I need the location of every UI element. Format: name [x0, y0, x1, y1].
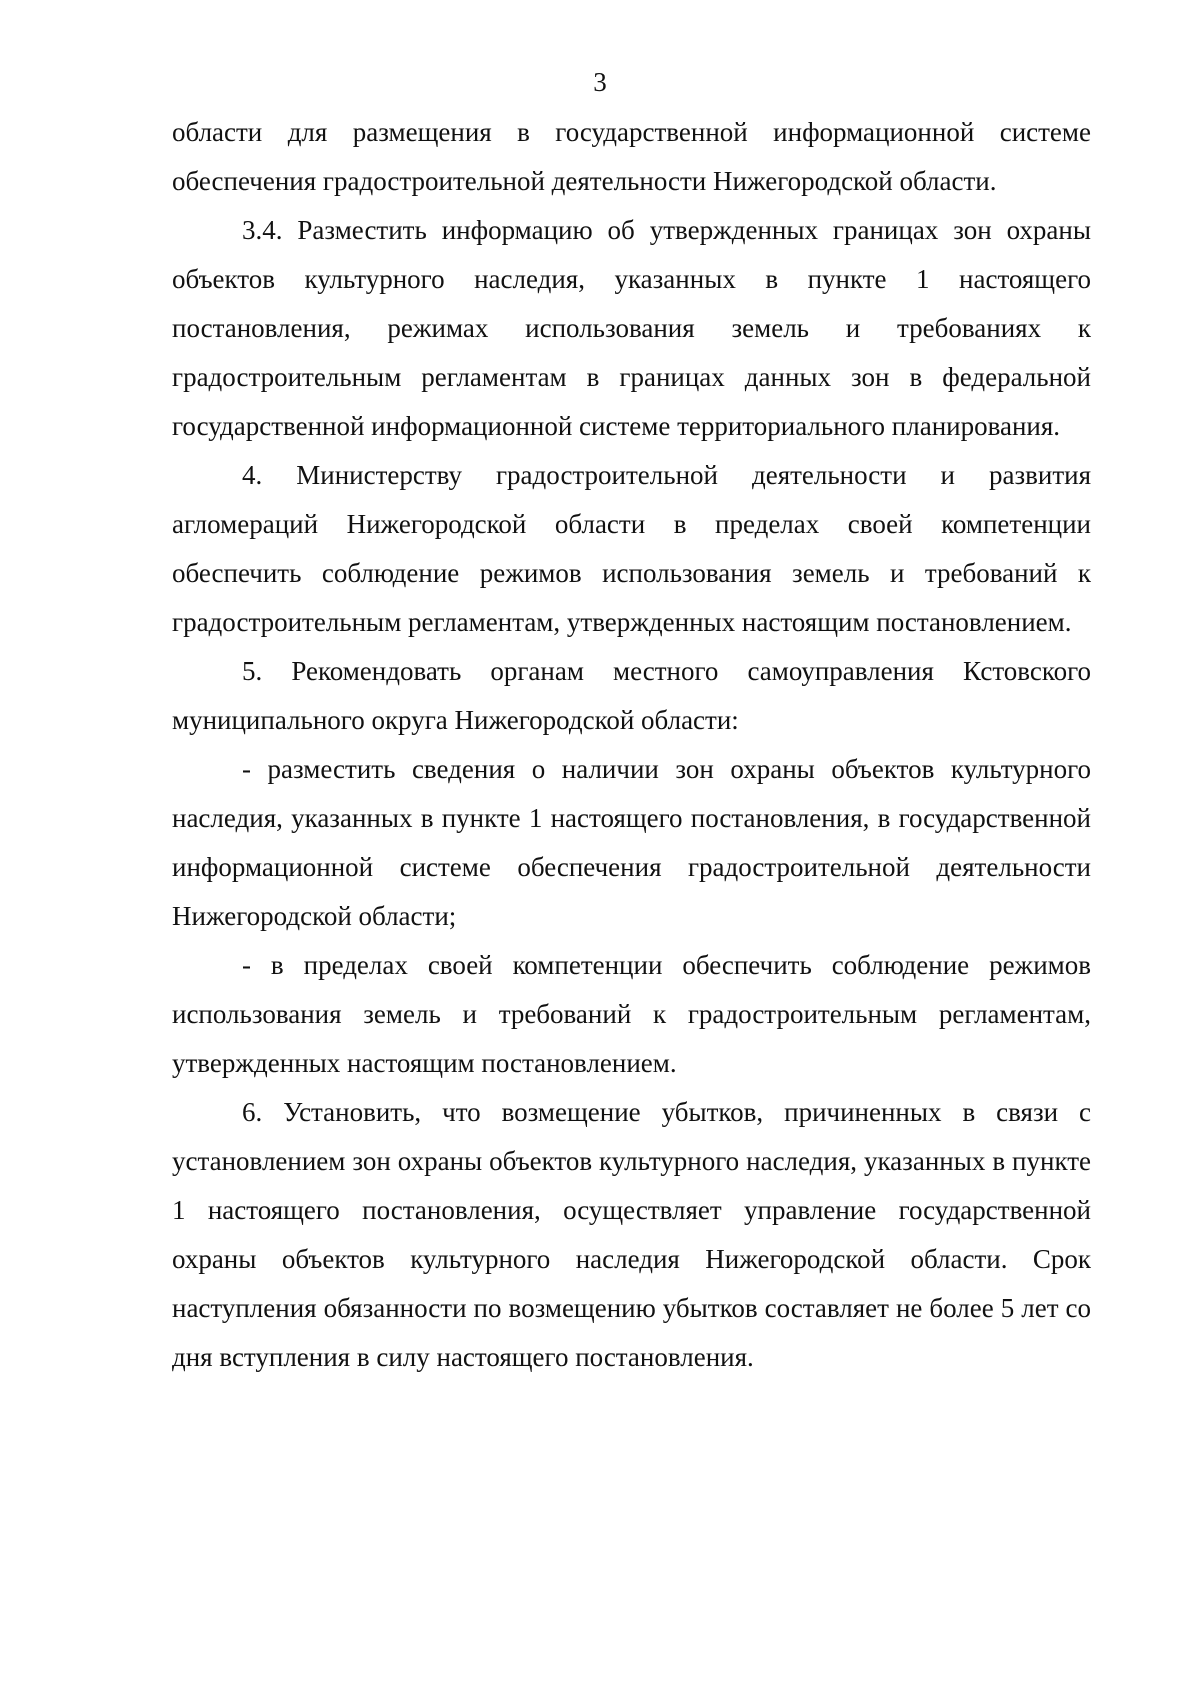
paragraph-3-4: 3.4. Разместить информацию об утвержденных границах зон охраны объектов культурного наследия, указанных в пункте 1 настоящего постановления, режимах использования земель и требованиях к градостроительным регламентам в границах данных зон в федеральной государственной информационной системе территориального планирования. [172, 215, 1091, 441]
paragraph-5-item-2: - в пределах своей компетенции обеспечить соблюдение режимов использования земель и требований к градостроительным регламентам, утвержденных настоящим постановлением. [172, 950, 1091, 1078]
page-number: 3 [593, 67, 607, 97]
paragraph-4: 4. Министерству градостроительной деятельности и развития агломераций Нижегородской области в пределах своей компетенции обеспечить соблюдение режимов использования земель и требований к градостроительным регламентам, утвержденных настоящим постановлением. [172, 460, 1091, 637]
paragraph-continuation: области для размещения в государственной информационной системе обеспечения градостроительной деятельности Нижегородской области. [172, 117, 1091, 196]
document-body [172, 108, 1091, 1382]
paragraph-5: 5. Рекомендовать органам местного самоуправления Кстовского муниципального округа Нижегородской области: [172, 656, 1091, 735]
paragraph-5-item-1: - разместить сведения о наличии зон охраны объектов культурного наследия, указанных в пункте 1 настоящего постановления, в государственной информационной системе обеспечения градостроительной деятельности Нижегородской области; [172, 754, 1091, 931]
paragraph-6: 6. Установить, что возмещение убытков, причиненных в связи с установлением зон охраны объектов культурного наследия, указанных в пункте 1 настоящего постановления, осуществляет управление государственной охраны объектов культурного наследия Нижегородской области. Срок наступления обязанности по возмещению убытков составляет не более 5 лет со дня вступления в силу настоящего постановления. [172, 1097, 1091, 1372]
